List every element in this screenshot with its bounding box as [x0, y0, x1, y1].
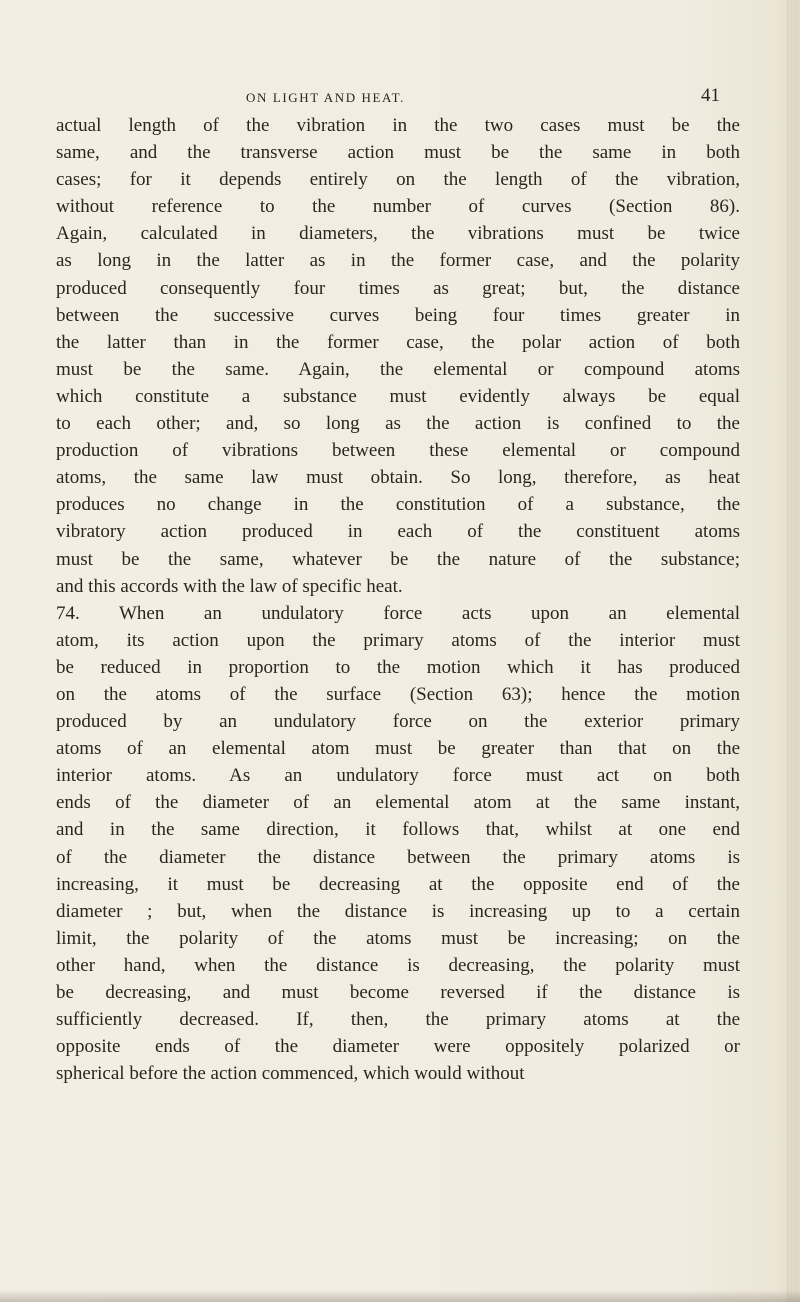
text-line: the latter than in the former case, the polar action of both — [56, 331, 740, 353]
text-line: Again, calculated in diameters, the vibrations must be twice — [56, 223, 740, 245]
page-edge — [786, 0, 800, 1302]
text-line: of the diameter the distance between the primary atoms is — [56, 846, 740, 868]
text-line: production of vibrations between these elemental or compound — [56, 440, 740, 462]
page-number: 41 — [701, 85, 720, 106]
text-line: without reference to the number of curves (Section 86). — [56, 196, 740, 218]
text-line: diameter ; but, when the distance is increasing up to a certain — [56, 900, 740, 922]
running-head: ON LIGHT AND HEAT. — [246, 90, 406, 105]
text-line: ends of the diameter of an elemental atom at the same instant, — [56, 792, 740, 814]
text-line: and this accords with the law of specific heat. — [56, 575, 403, 597]
text-line: between the successive curves being four times greater in — [56, 304, 740, 326]
text-line: interior atoms. As an undulatory force must act on both — [56, 765, 740, 787]
text-line: produced consequently four times as great; but, the distance — [56, 277, 740, 299]
text-line: sufficiently decreased. If, then, the primary atoms at the — [56, 1009, 740, 1031]
text-line: same, and the transverse action must be the same in both — [56, 142, 740, 164]
text-line: which constitute a substance must evidently always be equal — [56, 385, 740, 407]
text-line: produces no change in the constitution of a substance, the — [56, 494, 740, 516]
text-line: and in the same direction, it follows that, whilst at one end — [56, 819, 740, 841]
text-line: 74. When an undulatory force acts upon an elemental — [56, 602, 740, 624]
text-line: actual length of the vibration in the two cases must be the — [56, 115, 740, 136]
text-line: other hand, when the distance is decreasing, the polarity must — [56, 954, 740, 976]
text-line: spherical before the action commenced, which would without — [56, 1063, 525, 1085]
text-line: must be the same, whatever be the nature of the substance; — [56, 548, 740, 570]
text-line: be reduced in proportion to the motion which it has produced — [56, 656, 740, 678]
text-line: be decreasing, and must become reversed if the distance is — [56, 982, 740, 1003]
text-line: cases; for it depends entirely on the length of the vibration, — [56, 169, 740, 191]
text-line: vibratory action produced in each of the constituent atoms — [56, 521, 740, 543]
text-line: produced by an undulatory force on the exterior primary — [56, 711, 740, 733]
text-line: atoms of an elemental atom must be greater than that on the — [56, 738, 740, 760]
text-line: opposite ends of the diameter were oppositely polarized or — [56, 1036, 740, 1058]
body-text — [56, 112, 740, 1087]
page-bottom-shadow — [0, 1290, 800, 1302]
text-line: increasing, it must be decreasing at the opposite end of the — [56, 873, 740, 895]
text-line: limit, the polarity of the atoms must be increasing; on the — [56, 927, 740, 949]
text-line: atoms, the same law must obtain. So long, therefore, as heat — [56, 467, 740, 489]
text-line: must be the same. Again, the elemental or compound atoms — [56, 358, 740, 380]
text-line: atom, its action upon the primary atoms of the interior must — [56, 629, 740, 651]
text-line: on the atoms of the surface (Section 63); hence the motion — [56, 683, 740, 705]
text-line: to each other; and, so long as the action is confined to the — [56, 413, 740, 435]
text-line: as long in the latter as in the former case, and the polarity — [56, 250, 740, 272]
page-header — [0, 85, 800, 112]
